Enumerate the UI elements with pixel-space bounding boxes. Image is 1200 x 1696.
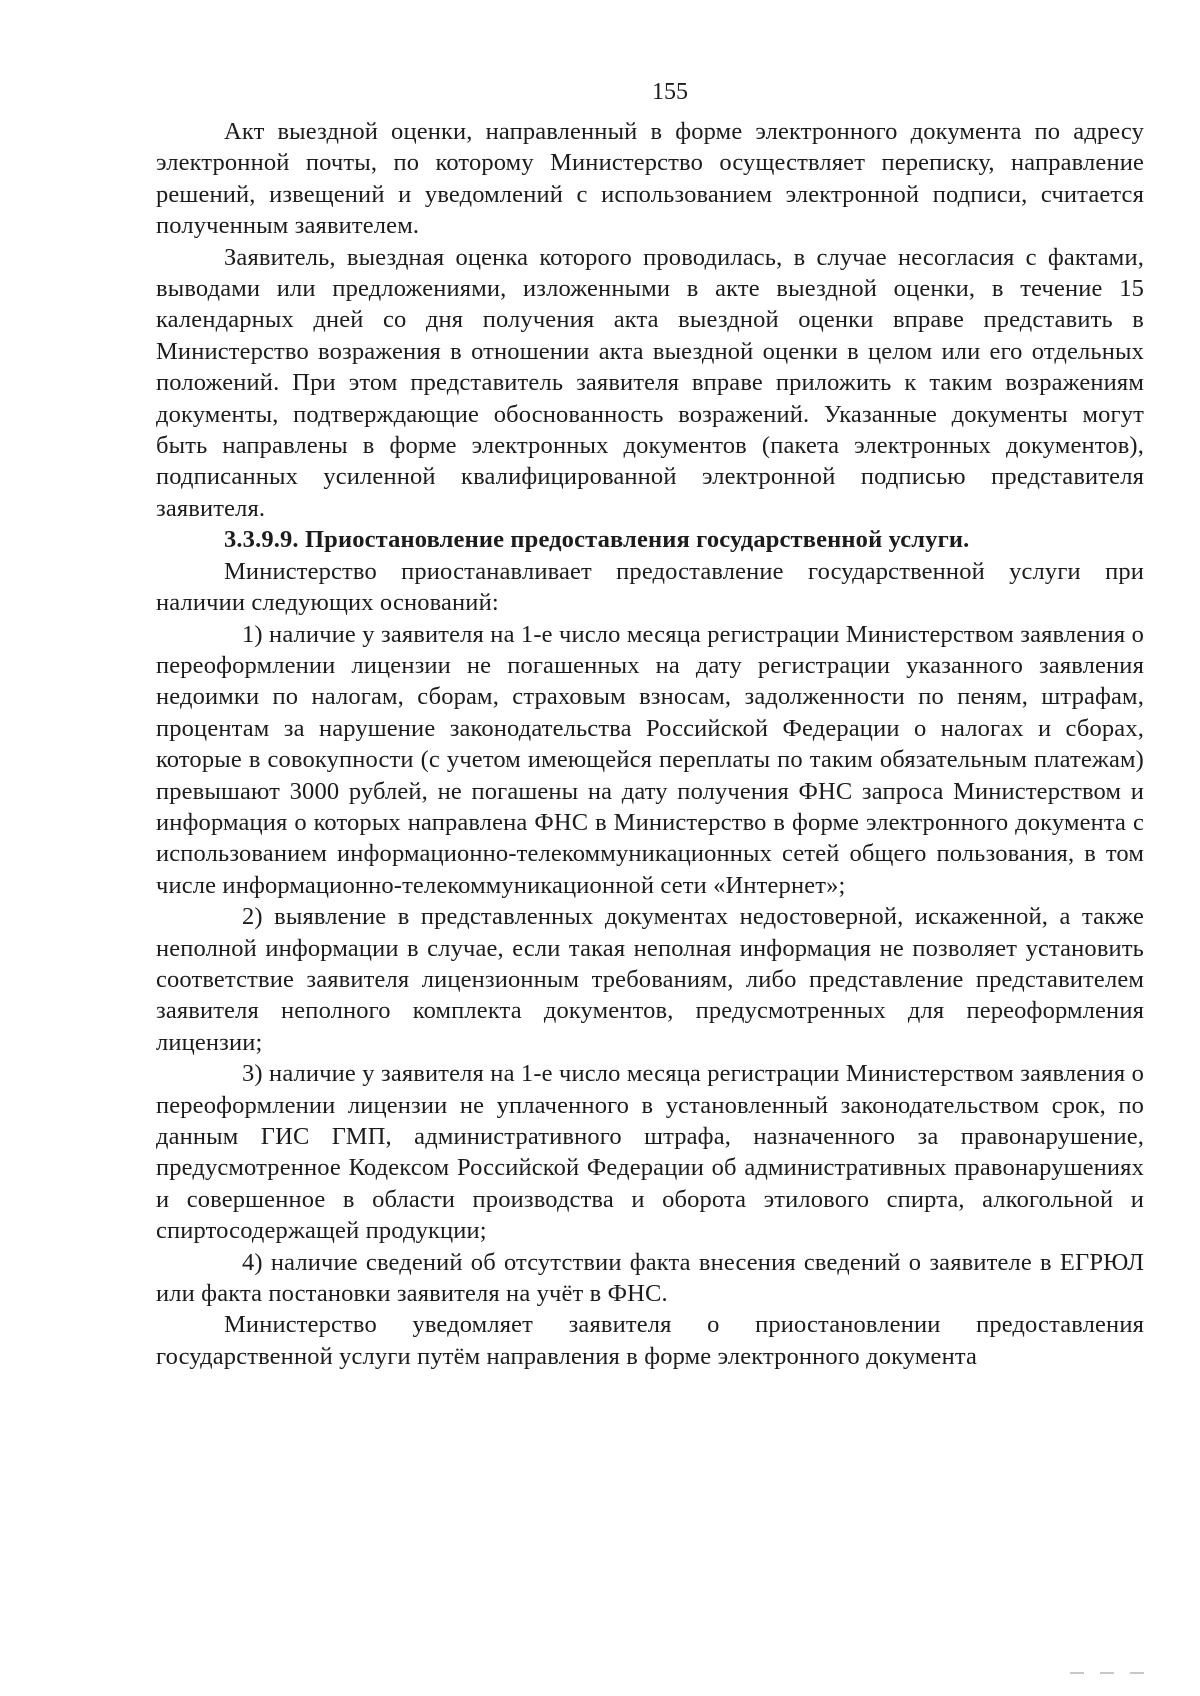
page-number: 155 (652, 79, 688, 105)
list-item: 4) наличие сведений об отсутствии факта внесения сведений о заявителе в ЕГРЮЛ или факта постановки заявителя на учёт в ФНС. (156, 1248, 1144, 1308)
list-item: 3) наличие у заявителя на 1-е число месяца регистрации Министерством заявления о переоформлении лицензии не уплаченного в установленный законодательством срок, по данным ГИС ГМП, административного штрафа, назначенного за правонарушение, предусмотренное Кодексом Российской Федерации об административных правонарушениях и совершенное в области производства и оборота этилового спирта, алкогольной и спиртосодержащей продукции; (156, 1060, 1144, 1245)
section-heading: 3.3.9.9. Приостановление предоставления государственной услуги. (224, 526, 970, 554)
list-item: 2) выявление в представленных документах недостоверной, искаженной, а также неполной информации в случае, если такая неполная информация не позволяет установить соответствие заявителя лицензионным требованиям, либо представление представителем заявителя неполного комплекта документов, предусмотренных для переоформления лицензии; (156, 903, 1144, 1056)
list-item: 1) наличие у заявителя на 1-е число месяца регистрации Министерством заявления о переоформлении лицензии не погашенных на дату регистрации указанного заявления недоимки по налогам, сборам, страховым взносам, задолженности по пеням, штрафам, процентам за нарушение законодательства Российской Федерации о налогах и сборах, которые в совокупности (с учетом имеющейся переплаты по таким обязательным платежам) превышают 3000 рублей, не погашены на дату получения ФНС запроса Министерством и информация о которых направлена ФНС в Министерство в форме электронного документа с использованием информационно-телекоммуникационных сетей общего пользования, в том числе информационно-телекоммуникационной сети «Интернет»; (156, 620, 1144, 899)
paragraph-act-delivery: Акт выездной оценки, направленный в форме электронного документа по адресу электронной почты, по которому Министерство осуществляет переписку, направление решений, извещений и уведомлений с использованием электронной подписи, считается полученным заявителем. (156, 118, 1144, 240)
paragraph-objections: Заявитель, выездная оценка которого проводилась, в случае несогласия с фактами, выводами или предложениями, изложенными в акте выездной оценки, в течение 15 календарных дней со дня получения акта выездной оценки вправе представить в Министерство возражения в отношении акта выездной оценки в целом или его отдельных положений. При этом представитель заявителя вправе приложить к таким возражениям документы, подтверждающие обоснованность возражений. Указанные документы могут быть направлены в форме электронных документов (пакета электронных документов), подписанных усиленной квалифицированной электронной подписью представителя заявителя. (156, 243, 1144, 522)
closing-paragraph: Министерство уведомляет заявителя о приостановлении предоставления государственной услуги путём направления в форме электронного документа (156, 1311, 1144, 1370)
document-body (156, 116, 1144, 1372)
scan-artifact-dashes (1070, 1672, 1160, 1674)
section-intro: Министерство приостанавливает предоставление государственной услуги при наличии следующих оснований: (156, 557, 1144, 617)
